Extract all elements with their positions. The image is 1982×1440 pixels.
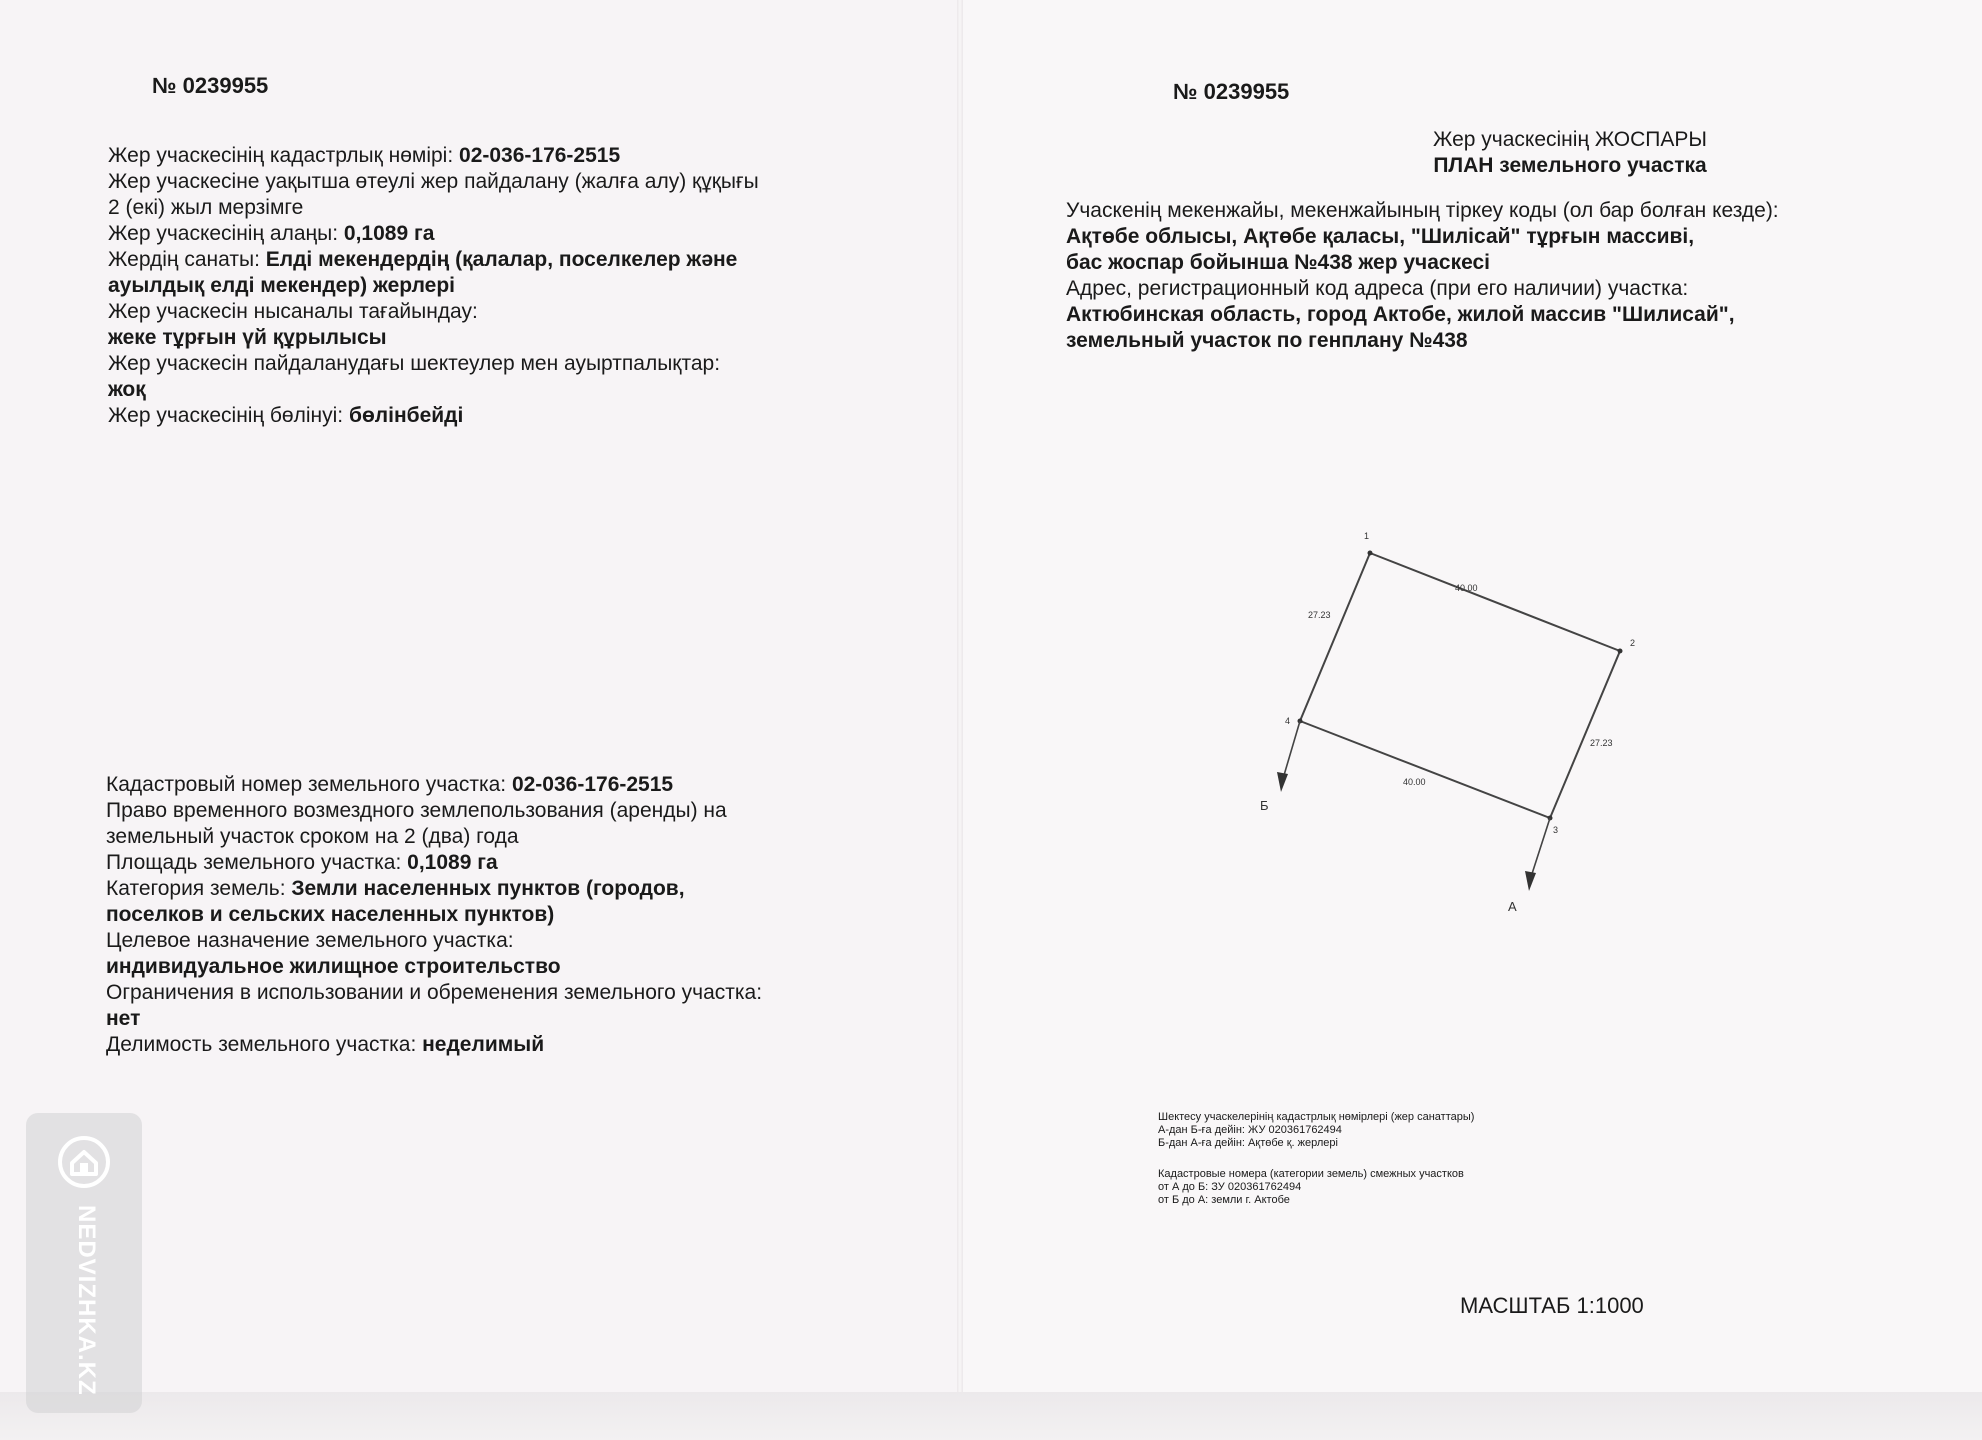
kz-right-line: Жер учаскесіне уақытша өтеулі жер пайдалану (жалға алу) құқығы bbox=[108, 170, 759, 193]
side-length-3-4: 40.00 bbox=[1403, 777, 1426, 787]
vertex-label-1: 1 bbox=[1364, 531, 1370, 541]
ru-term-line: земельный участок сроком на 2 (два) года bbox=[106, 825, 519, 848]
kz-restrictions-label: Жер учаскесін пайдаланудағы шектеулер мен ауыртпалықтар: bbox=[108, 352, 721, 375]
kz-category-value: Елді мекендердің (қалалар, поселкелер және bbox=[265, 248, 738, 271]
arrow-a-label: А bbox=[1508, 899, 1517, 914]
watermark-text: NEDVIZHKA.KZ bbox=[73, 1205, 100, 1396]
doc-number-right: № 0239955 bbox=[1173, 79, 1290, 104]
ru-divisibility-value: неделимый bbox=[422, 1033, 545, 1056]
kz-area-value: 0,1089 га bbox=[343, 222, 435, 245]
kz-purpose-value: жеке тұрғын үй құрылысы bbox=[108, 326, 387, 349]
doc-number-left: № 0239955 bbox=[152, 73, 269, 98]
vertex-2 bbox=[1618, 649, 1623, 654]
adjacent-kz-line-1: А-дан Б-ға дейін: ЖУ 020361762494 bbox=[1158, 1124, 1342, 1136]
ru-restrictions-value: нет bbox=[106, 1007, 141, 1030]
ru-cadastral-value: 02-036-176-2515 bbox=[511, 773, 674, 796]
kz-category-value-cont: ауылдық елді мекендер) жерлері bbox=[108, 274, 456, 297]
kz-divisibility-label: Жер учаскесінің бөлінуі: bbox=[108, 404, 349, 427]
vertex-label-3: 3 bbox=[1553, 825, 1559, 835]
kz-purpose-label: Жер учаскесін нысаналы тағайындау: bbox=[108, 300, 478, 323]
address-kz-value-2: бас жоспар бойынша №438 жер учаскесі bbox=[1066, 251, 1491, 274]
adjacent-ru-line-1: от А до Б: ЗУ 020361762494 bbox=[1158, 1181, 1302, 1193]
ru-category-label: Категория земель: bbox=[106, 877, 292, 900]
address-ru-value-2: земельный участок по генплану №438 bbox=[1066, 329, 1468, 352]
ru-restrictions-label: Ограничения в использовании и обременения земельного участка: bbox=[106, 981, 763, 1004]
arrow-b-head bbox=[1277, 772, 1288, 792]
ru-divisibility-label: Делимость земельного участка: bbox=[106, 1033, 423, 1056]
kz-term-line: 2 (екі) жыл мерзімге bbox=[108, 196, 304, 219]
adjacent-ru-title: Кадастровые номера (категории земель) смежных участков bbox=[1158, 1168, 1464, 1180]
address-block bbox=[1066, 198, 1946, 354]
kz-cadastral-value: 02-036-176-2515 bbox=[459, 144, 621, 167]
plan-title-ru: ПЛАН земельного участка bbox=[1433, 154, 1707, 177]
ru-right-line: Право временного возмездного землепользования (аренды) на bbox=[106, 799, 727, 822]
arrow-b-label: Б bbox=[1260, 798, 1269, 813]
watermark-badge bbox=[26, 1113, 142, 1413]
side-length-2-3: 27.23 bbox=[1590, 738, 1613, 748]
ru-category-value-cont: поселков и сельских населенных пунктов) bbox=[106, 903, 555, 926]
arrow-b-line bbox=[1282, 721, 1300, 782]
scale-label: МАСШТАБ 1:1000 bbox=[1460, 1293, 1644, 1318]
ru-purpose-value: индивидуальное жилищное строительство bbox=[106, 955, 561, 978]
kz-details bbox=[108, 143, 828, 429]
ru-cadastral-label: Кадастровый номер земельного участка: bbox=[106, 773, 512, 796]
ru-details bbox=[106, 772, 886, 1058]
vertex-label-4: 4 bbox=[1285, 716, 1291, 726]
adjacent-ru bbox=[1158, 1168, 1658, 1207]
adjacent-kz-line-2: Б-дан А-ға дейін: Ақтөбе қ. жерлері bbox=[1158, 1137, 1338, 1149]
plot-plan-drawing bbox=[1260, 520, 1680, 920]
page-fold bbox=[957, 0, 963, 1440]
adjacent-kz-title: Шектесу учаскелерінің кадастрлық нөмірлері (жер санаттары) bbox=[1158, 1111, 1475, 1123]
plan-title bbox=[1360, 127, 1780, 179]
bottom-edge bbox=[0, 1392, 1982, 1440]
address-ru-label: Адрес, регистрационный код адреса (при его наличии) участка: bbox=[1066, 277, 1689, 300]
side-length-1-2: 40.00 bbox=[1455, 583, 1478, 593]
house-logo-icon bbox=[57, 1135, 111, 1189]
ru-category-value: Земли населенных пунктов (городов, bbox=[291, 877, 685, 900]
adjacent-ru-line-2: от Б до А: земли г. Актобе bbox=[1158, 1194, 1290, 1206]
kz-restrictions-value: жоқ bbox=[108, 378, 146, 401]
arrow-a-head bbox=[1525, 871, 1536, 891]
vertex-label-2: 2 bbox=[1630, 638, 1636, 648]
kz-cadastral-label: Жер учаскесінің кадастрлық нөмірі: bbox=[108, 144, 460, 167]
address-ru-value-1: Актюбинская область, город Актобе, жилой массив "Шилисай", bbox=[1066, 303, 1735, 326]
address-kz-value-1: Ақтөбе облысы, Ақтөбе қаласы, "Шилісай" тұрғын массиві, bbox=[1066, 225, 1695, 248]
kz-area-label: Жер учаскесінің алаңы: bbox=[108, 222, 344, 245]
vertex-1 bbox=[1368, 551, 1373, 556]
ru-purpose-label: Целевое назначение земельного участка: bbox=[106, 929, 514, 952]
arrow-a-line bbox=[1530, 818, 1550, 880]
ru-area-value: 0,1089 га bbox=[407, 851, 498, 874]
ru-area-label: Площадь земельного участка: bbox=[106, 851, 408, 874]
kz-divisibility-value: бөлінбейді bbox=[348, 404, 464, 427]
plan-title-kz: Жер учаскесінің ЖОСПАРЫ bbox=[1432, 128, 1708, 151]
side-length-4-1: 27.23 bbox=[1308, 610, 1331, 620]
kz-category-label: Жердің санаты: bbox=[108, 248, 266, 271]
adjacent-kz bbox=[1158, 1111, 1658, 1150]
address-kz-label: Учаскенің мекенжайы, мекенжайының тіркеу коды (ол бар болған кезде): bbox=[1066, 199, 1779, 222]
